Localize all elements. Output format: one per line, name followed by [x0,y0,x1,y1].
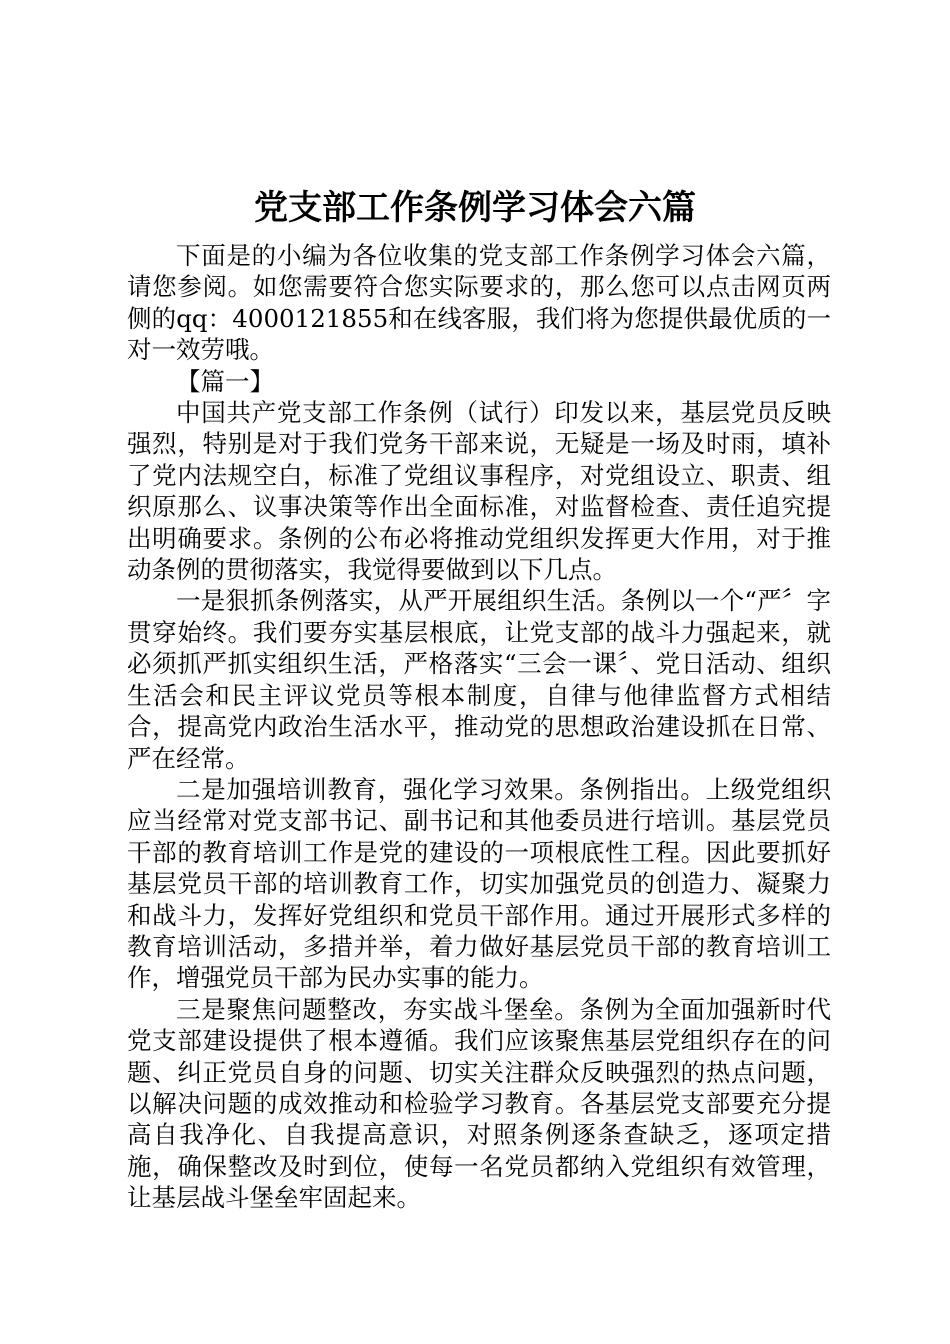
document-body [127,240,831,1214]
intro-paragraph: 下面是的小编为各位收集的党支部工作条例学习体会六篇，请您参阅。如您需要符合您实际要求的，那么您可以点击网页两侧的qq：4000121855和在线客服，我们将为您提供最优质的一对一效劳哦。 [127,241,831,365]
body-paragraph: 二是加强培训教育，强化学习效果。条例指出。上级党组织应当经常对党支部书记、副书记和其他委员进行培训。基层党员干部的教育培训工作是党的建设的一项根底性工程。因此要抓好基层党员干部的培训教育工作，切实加强党员的创造力、凝聚力和战斗力，发挥好党组织和党员干部作用。通过开展形式多样的教育培训活动，多措并举，着力做好基层党员干部的教育培训工作，增强党员干部为民办实事的能力。 [127,774,831,993]
body-paragraph: 一是狠抓条例落实，从严开展组织生活。条例以一个“严〞字贯穿始终。我们要夯实基层根底，让党支部的战斗力强起来，就必须抓严抓实组织生活，严格落实“三会一课〞、党日活动、组织生活会和民主评议党员等根本制度，自律与他律监督方式相结合，提高党内政治生活水平，推动党的思想政治建设抓在日常、严在经常。 [127,586,831,773]
body-paragraph: 中国共产党支部工作条例（试行）印发以来，基层党员反映强烈，特别是对于我们党务干部来说，无疑是一场及时雨，填补了党内法规空白，标准了党组议事程序，对党组设立、职责、组织原那么、议事决策等作出全面标准，对监督检查、责任追究提出明确要求。条例的公布必将推动党组织发挥更大作用，对于推动条例的贯彻落实，我觉得要做到以下几点。 [127,398,831,585]
section-label: 【篇一】 [176,366,274,396]
body-paragraph: 三是聚焦问题整改，夯实战斗堡垒。条例为全面加强新时代党支部建设提供了根本遵循。我们应该聚焦基层党组织存在的问题、纠正党员自身的问题、切实关注群众反映强烈的热点问题，以解决问题的成效推动和检验学习教育。各基层党支部要充分提高自我净化、自我提高意识，对照条例逐条查缺乏，逐项定措施，确保整改及时到位，使每一名党员都纳入党组织有效管理，让基层战斗堡垒牢固起来。 [127,994,831,1213]
page-title: 党支部工作条例学习体会六篇 [254,188,696,228]
